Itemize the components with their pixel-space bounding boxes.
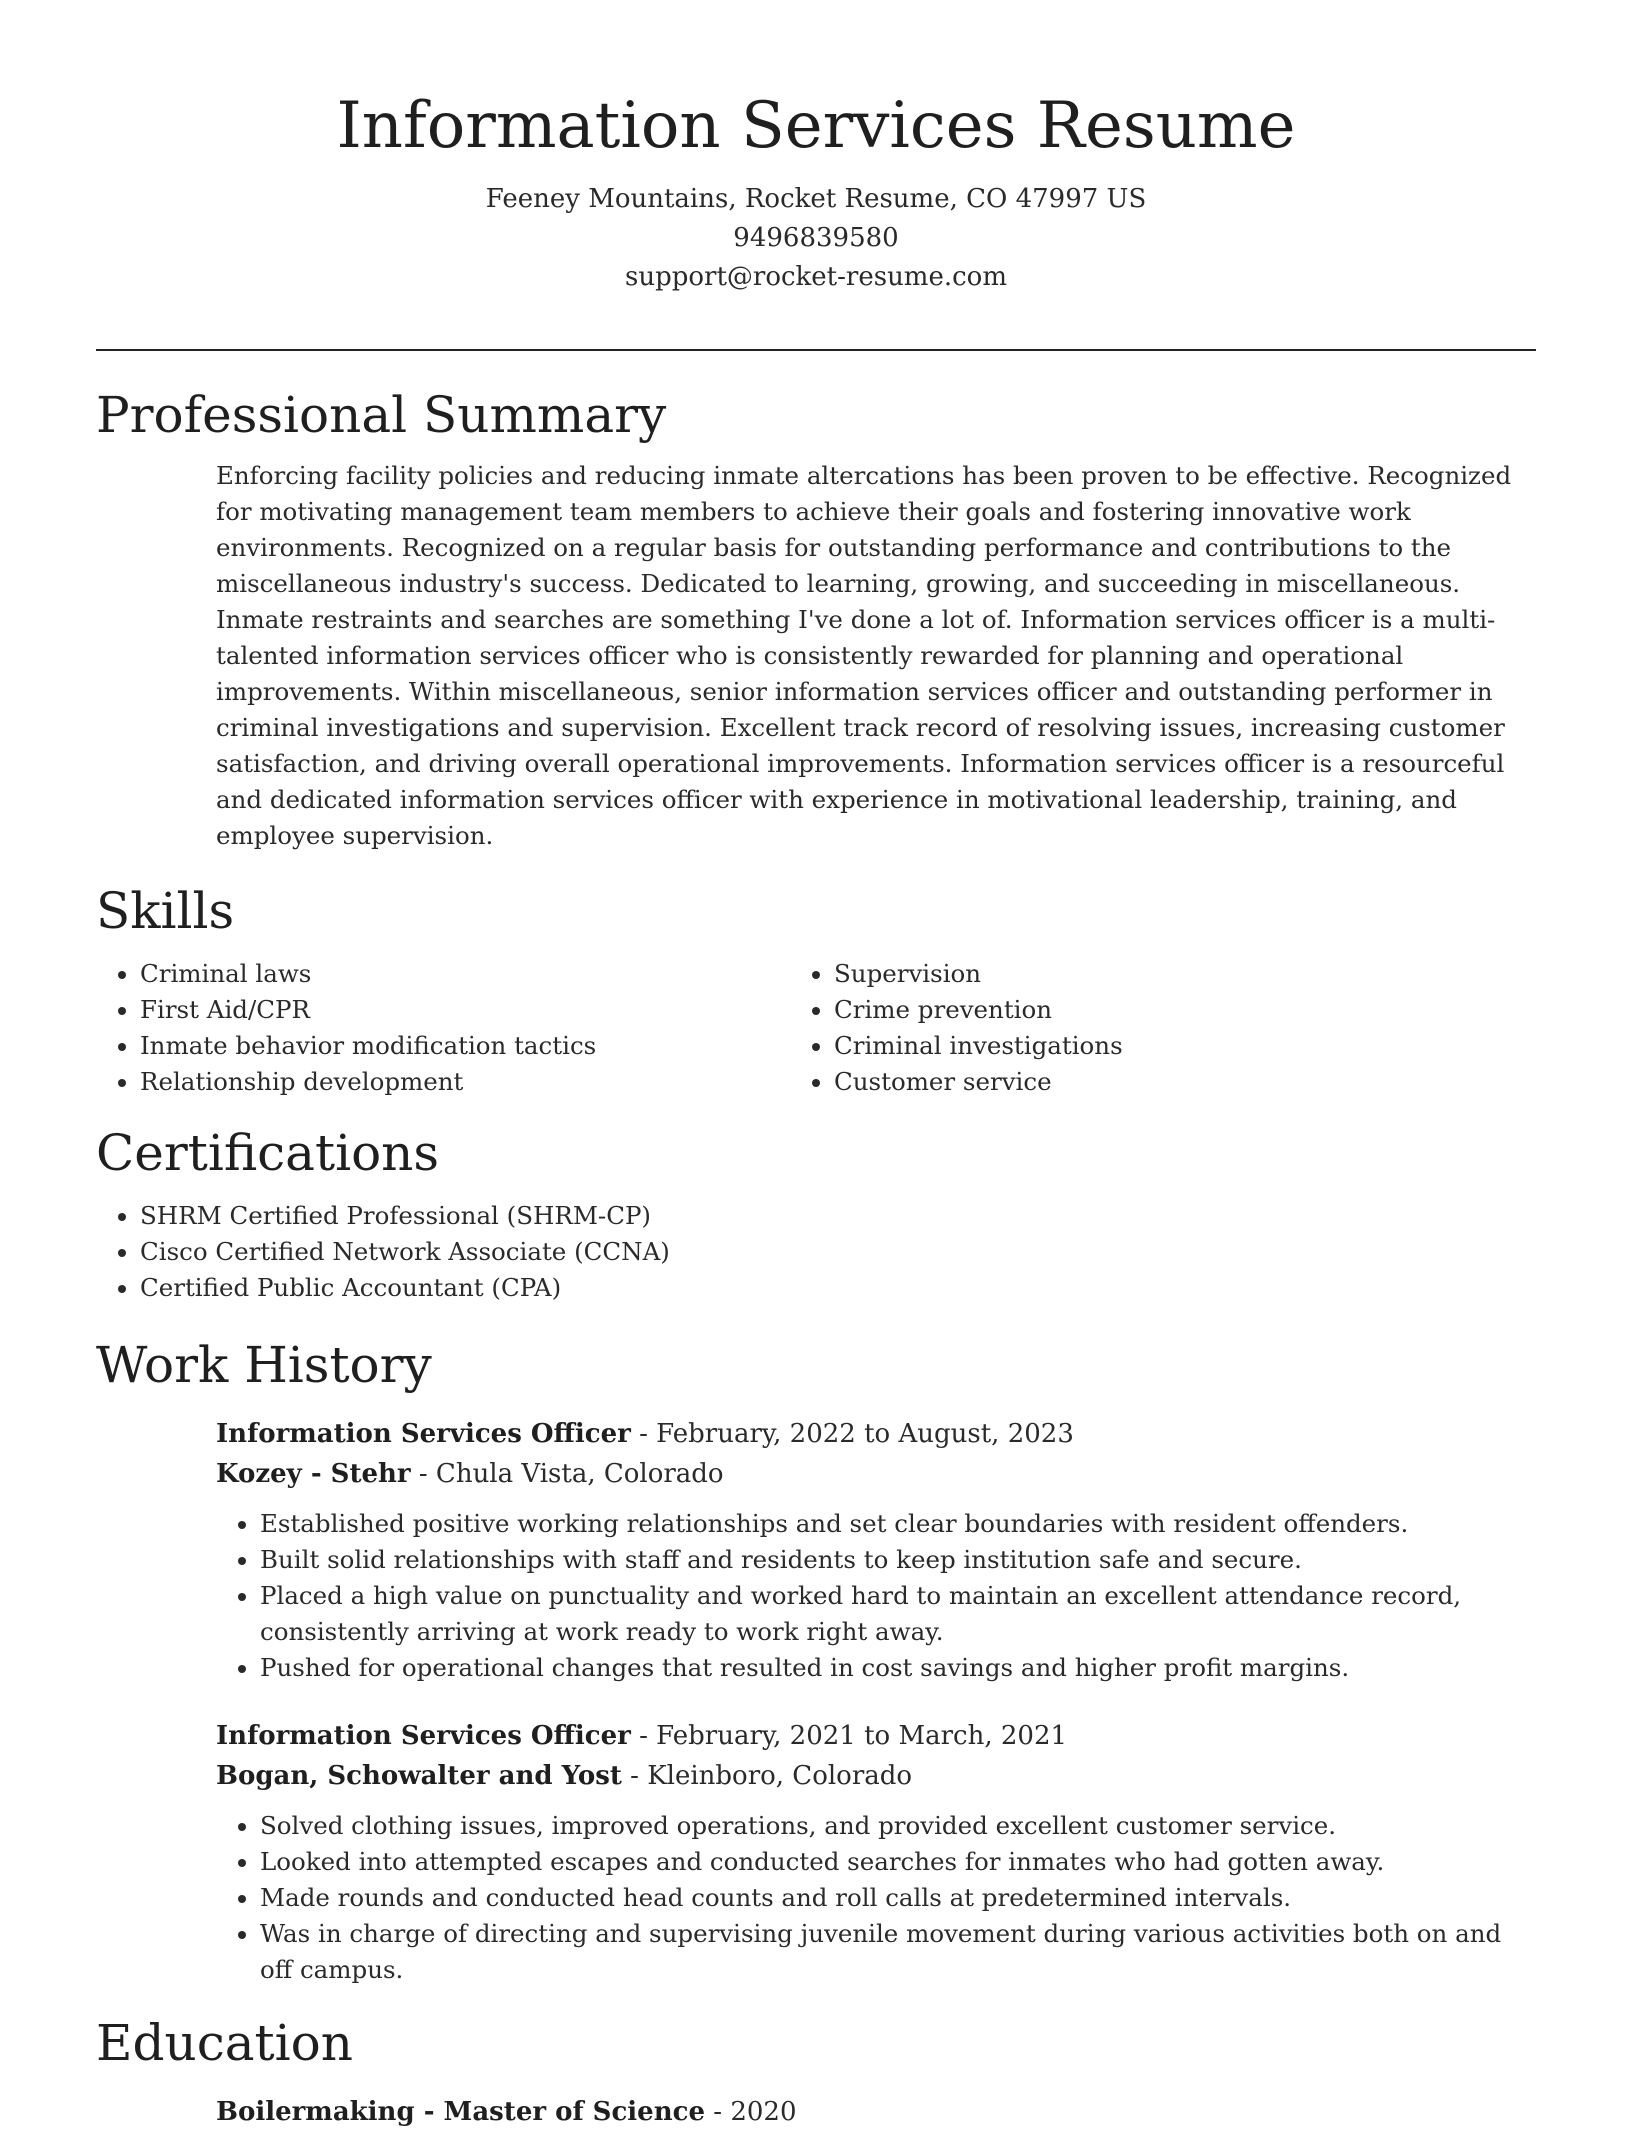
certifications-section [96, 1118, 1536, 1306]
section-title-skills: Skills [96, 882, 235, 940]
education-entry [216, 2092, 1536, 2132]
skill-item: • Criminal investigations [834, 1028, 1484, 1064]
resume-title: Information Services Resume [336, 89, 1296, 163]
job-duty: • Built solid relationships with staff and residents to keep institution safe and secure. [260, 1542, 1536, 1578]
work-history-section [96, 1330, 1536, 1988]
job-location: - Chula Vista, Colorado [410, 1459, 724, 1489]
professional-summary-section [96, 380, 1536, 854]
skills-section [96, 876, 1536, 1100]
job-duty: • Solved clothing issues, improved operations, and provided excellent customer service. [260, 1808, 1536, 1844]
job-duty: • Made rounds and conducted head counts and roll calls at predetermined intervals. [260, 1880, 1536, 1916]
contact-info [0, 180, 1632, 297]
skill-item: • First Aid/CPR [140, 992, 790, 1028]
skills-list-right [790, 956, 1484, 1100]
job-duty: • Placed a high value on punctuality and worked hard to maintain an excellent attendance record, consistently arriving at work ready to work right away. [260, 1578, 1536, 1650]
section-title-summary: Professional Summary [96, 386, 667, 444]
job-company: Bogan, Schowalter and Yost [216, 1761, 622, 1791]
job-role: Information Services Officer [216, 1419, 631, 1449]
job-location: - Kleinboro, Colorado [621, 1761, 913, 1791]
header-divider [96, 349, 1536, 351]
job-duties-list [96, 1506, 1536, 1686]
certification-item: • SHRM Certified Professional (SHRM-CP) [140, 1198, 1536, 1234]
job-duty: • Pushed for operational changes that resulted in cost savings and higher profit margins. [260, 1650, 1536, 1686]
skill-item: • Inmate behavior modification tactics [140, 1028, 790, 1064]
job-duty: • Was in charge of directing and supervising juvenile movement during various activities both on and off campus. [260, 1916, 1536, 1988]
skill-item: • Criminal laws [140, 956, 790, 992]
education-year: - 2020 [705, 2097, 797, 2127]
section-title-certifications: Certifications [96, 1124, 440, 1182]
contact-email: support@rocket-resume.com [624, 262, 1007, 292]
skills-list-left [96, 956, 790, 1100]
certification-item: • Certified Public Accountant (CPA) [140, 1270, 1536, 1306]
certifications-list [96, 1198, 1536, 1306]
section-title-education: Education [96, 2014, 353, 2072]
certification-item: • Cisco Certified Network Associate (CCNA) [140, 1234, 1536, 1270]
job-company: Kozey - Stehr [216, 1459, 411, 1489]
resume-content [96, 380, 1536, 2132]
job-dates: - February, 2021 to March, 2021 [630, 1721, 1068, 1751]
education-degree: Boilermaking - Master of Science [216, 2097, 705, 2127]
education-section [96, 2008, 1536, 2132]
job-duty: • Looked into attempted escapes and conducted searches for inmates who had gotten away. [260, 1844, 1536, 1880]
section-title-work-history: Work History [96, 1336, 432, 1394]
job-duties-list [96, 1808, 1536, 1988]
resume-header [0, 0, 1632, 297]
job-title-line [216, 1716, 1536, 1756]
job-company-line [216, 1756, 1536, 1796]
job-dates: - February, 2022 to August, 2023 [630, 1419, 1074, 1449]
skill-item: • Customer service [834, 1064, 1484, 1100]
contact-phone: 9496839580 [733, 223, 899, 253]
job-entry [216, 1716, 1536, 1988]
job-title-line [216, 1414, 1536, 1454]
contact-address: Feeney Mountains, Rocket Resume, CO 47997 US [485, 184, 1147, 214]
summary-text: Enforcing facility policies and reducing inmate altercations has been proven to be effective. Recognized for motivating management team members to achieve their goals and fostering innovative work environments. Recognized on a regular basis for outstanding performance and contributions to the miscellaneous industry's success. Dedicated to learning, growing, and succeeding in miscellaneous. Inmate restraints and searches are something I've done a lot of. Information services officer is a multi-talented information services officer who is consistently rewarded for planning and operational improvements. Within miscellaneous, senior information services officer and outstanding performer in criminal investigations and supervision. Excellent track record of resolving issues, increasing customer satisfaction, and driving overall operational improvements. Information services officer is a resourceful and dedicated information services officer with experience in motivational leadership, training, and employee supervision. [216, 461, 1512, 850]
skill-item: • Supervision [834, 956, 1484, 992]
skill-item: • Crime prevention [834, 992, 1484, 1028]
job-duty: • Established positive working relationships and set clear boundaries with resident offenders. [260, 1506, 1536, 1542]
job-company-line [216, 1454, 1536, 1494]
job-role: Information Services Officer [216, 1721, 631, 1751]
skill-item: • Relationship development [140, 1064, 790, 1100]
job-entry [216, 1414, 1536, 1686]
